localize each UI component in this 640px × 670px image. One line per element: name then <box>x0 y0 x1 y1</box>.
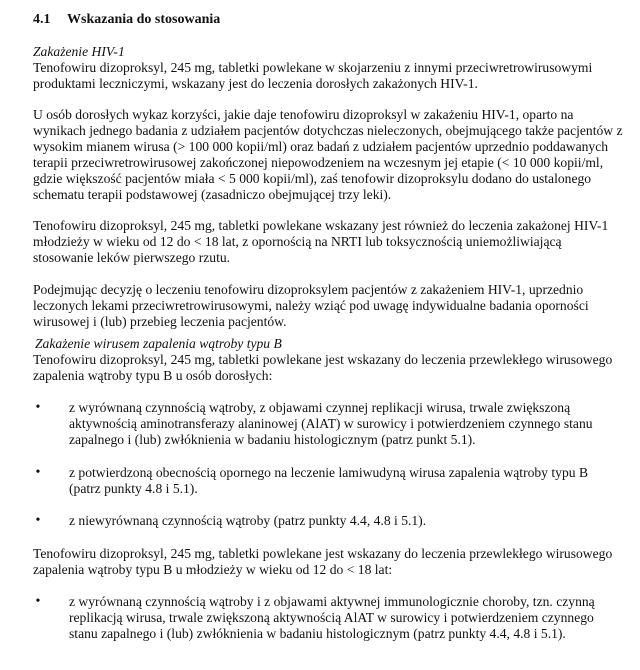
list-item-text: z wyrównaną czynnością wątroby i z objawami aktywnej immunologicznie choroby, tzn. czynną replikacją wirusa, trwale zwiększoną aktywnością AlAT w surowicy i potwierdzeniem czynnego stanu zapalnego i (lub) zwłóknienia w badaniu histologicznym (patrz punkty 4.4, 4.8 i 5.1). <box>69 594 595 641</box>
hiv-subtitle: Zakażenie HIV-1 <box>33 44 125 59</box>
bullet-icon: • <box>35 465 41 480</box>
hbv-intro-youth: Tenofowiru dizoproksyl, 245 mg, tabletki powlekane jest wskazany do leczenia przewlekłego wirusowego zapalenia wątroby typu B u młodzieży w wieku od 12 do < 18 lat: <box>33 546 613 577</box>
hiv-paragraph-3: Tenofowiru dizoproksyl, 245 mg, tabletki powlekane wskazany jest również do leczenia zakażonej HIV-1 młodzieży w wieku od 12 do < 18 lat, z opornością na NRTI lub toksycznością uniemożliwiającą stosowanie leków pierwszego rzutu. <box>33 218 609 265</box>
list-item-text: z wyrównaną czynnością wątroby, z objawami czynnej replikacji wirusa, trwale zwiększoną aktywnością aminotransferazy alaninowej (AlAT) w surowicy i potwierdzeniem czynnego stanu zapalnego i (lub) zwłóknienia w badaniu histologicznym (patrz punkt 5.1). <box>69 400 593 447</box>
section-title: Wskazania do stosowania <box>67 12 221 27</box>
list-item-text: z niewyrównaną czynnością wątroby (patrz punkty 4.4, 4.8 i 5.1). <box>69 513 427 528</box>
section-number: 4.1 <box>33 12 51 27</box>
hbv-subtitle: Zakażenie wirusem zapalenia wątroby typu B <box>35 336 282 351</box>
hiv-paragraph-2: U osób dorosłych wykaz korzyści, jakie daje tenofowiru dizoproksyl w zakażeniu HIV-1, oparto na wynikach jednego badania z udziałem pacjentów dotychczas nieleczonych, obejmującego także pacjentów z wysokim mianem wirusa (> 100 000 kopii/ml) oraz badań z udziałem pacjentów uprzednio poddawanych terapii przeciwretrowirusowej zakończonej niepowodzeniem na wczesnym jej etapie (< 10 000 kopii/ml, gdzie większość pacjentów miała < 5 000 kopii/ml), zaś tenofowir dizoproksylu dodano do ustalonego schematu terapii podstawowej (zasadniczo obejmującej trzy leki). <box>33 107 623 202</box>
bullet-icon: • <box>35 594 41 609</box>
list-item-text: z potwierdzoną obecnością opornego na leczenie lamiwudyną wirusa zapalenia wątroby typu B (patrz punkty 4.8 i 5.1). <box>69 465 589 496</box>
bullet-icon: • <box>35 400 41 415</box>
section-heading <box>33 12 220 28</box>
hiv-paragraph-1: Tenofowiru dizoproksyl, 245 mg, tabletki powlekane w skojarzeniu z innymi przeciwretrowirusowymi produktami leczniczymi, wskazany jest do leczenia dorosłych zakażonych HIV-1. <box>33 60 593 91</box>
hiv-paragraph-4: Podejmując decyzję o leczeniu tenofowiru dizoproksylem pacjentów z zakażeniem HIV-1, uprzednio leczonych lekami przeciwretrowirusowymi, należy wziąć pod uwagę indywidualne badania oporności wirusowej i (lub) przebieg leczenia pacjentów. <box>33 282 589 329</box>
bullet-icon: • <box>35 513 41 528</box>
hbv-intro-adults: Tenofowiru dizoproksyl, 245 mg, tabletki powlekane jest wskazany do leczenia przewlekłego wirusowego zapalenia wątroby typu B u osób dorosłych: <box>33 352 613 383</box>
